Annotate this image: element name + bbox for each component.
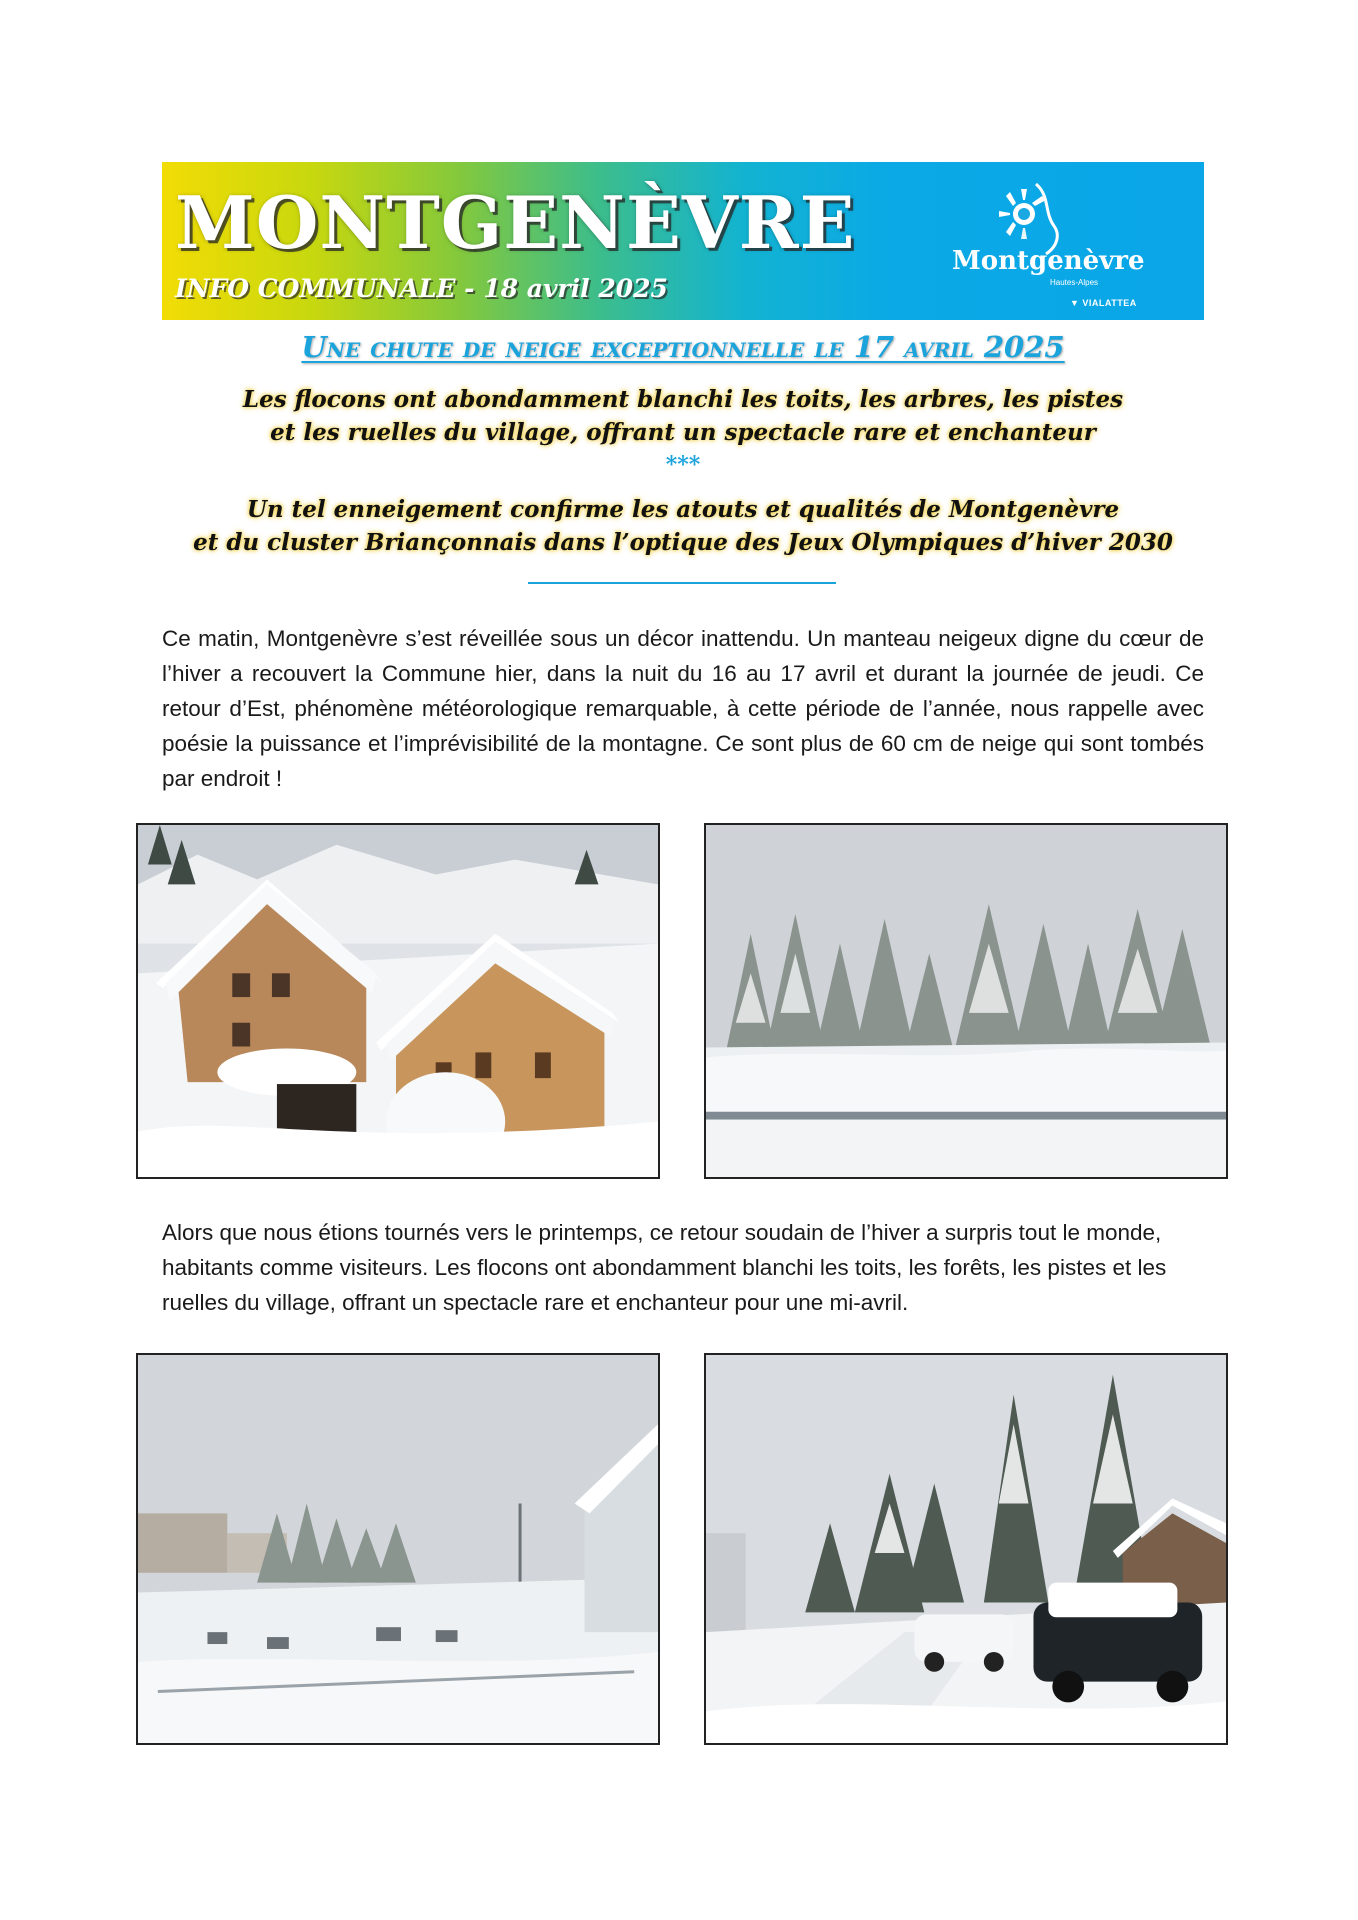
headline: Une chute de neige exceptionnelle le 17 avril 2025 [301, 330, 1065, 364]
logo-name: Montgenèvre [952, 246, 1145, 276]
lead-line-4: et du cluster Briançonnais dans l’optique des Jeux Olympiques d’hiver 2030 [193, 529, 1173, 556]
photo-snowy-chalets [136, 823, 660, 1179]
montgenevre-logo [932, 176, 1192, 316]
header-banner [162, 162, 1204, 320]
body-paragraph-2: Alors que nous étions tournés vers le printemps, ce retour soudain de l’hiver a surpris tout le monde, habitants comme visiteurs. Les flocons ont abondamment blanchi les toits, les forêts, les pistes et les ruelles du village, offrant un spectacle rare et enchanteur pour une mi-avril. [162, 1220, 1167, 1315]
body-paragraph-1: Ce matin, Montgenèvre s’est réveillée sous un décor inattendu. Un manteau neigeux digne du cœur de l’hiver a recouvert la Commune hier, dans la nuit du 16 au 17 avril et durant la journée de jeudi. Ce retour d’Est, phénomène météorologique remarquable, à cette période de l’année, nous rappelle avec poésie la puissance et l’imprévisibilité de la montagne. Ce sont plus de 60 cm de neige qui sont tombés par endroit ! [162, 626, 1204, 791]
photo-snowy-forest [704, 823, 1228, 1179]
lead-line-3: Un tel enneigement confirme les atouts et qualités de Montgenèvre [246, 496, 1120, 523]
separator-stars: *** [665, 452, 701, 478]
chevron-icon: ▼ [1070, 298, 1083, 308]
logo-region: Hautes-Alpes [1050, 278, 1099, 287]
lead-block-2 [162, 493, 1204, 559]
logo-partner [1070, 298, 1137, 308]
lead-block-1 [162, 383, 1204, 449]
partner-label: VIALATTEA [1082, 298, 1137, 308]
photo-resort-fog [136, 1353, 660, 1745]
lead-line-1: Les flocons ont abondamment blanchi les toits, les arbres, les pistes [242, 386, 1124, 413]
photo-parked-cars [704, 1353, 1228, 1745]
banner-title: MONTGENÈVRE [175, 180, 856, 265]
divider-rule [528, 582, 836, 584]
banner-subtitle: INFO COMMUNALE - 18 avril 2025 [175, 274, 668, 303]
lead-line-2: et les ruelles du village, offrant un spectacle rare et enchanteur [270, 419, 1096, 446]
